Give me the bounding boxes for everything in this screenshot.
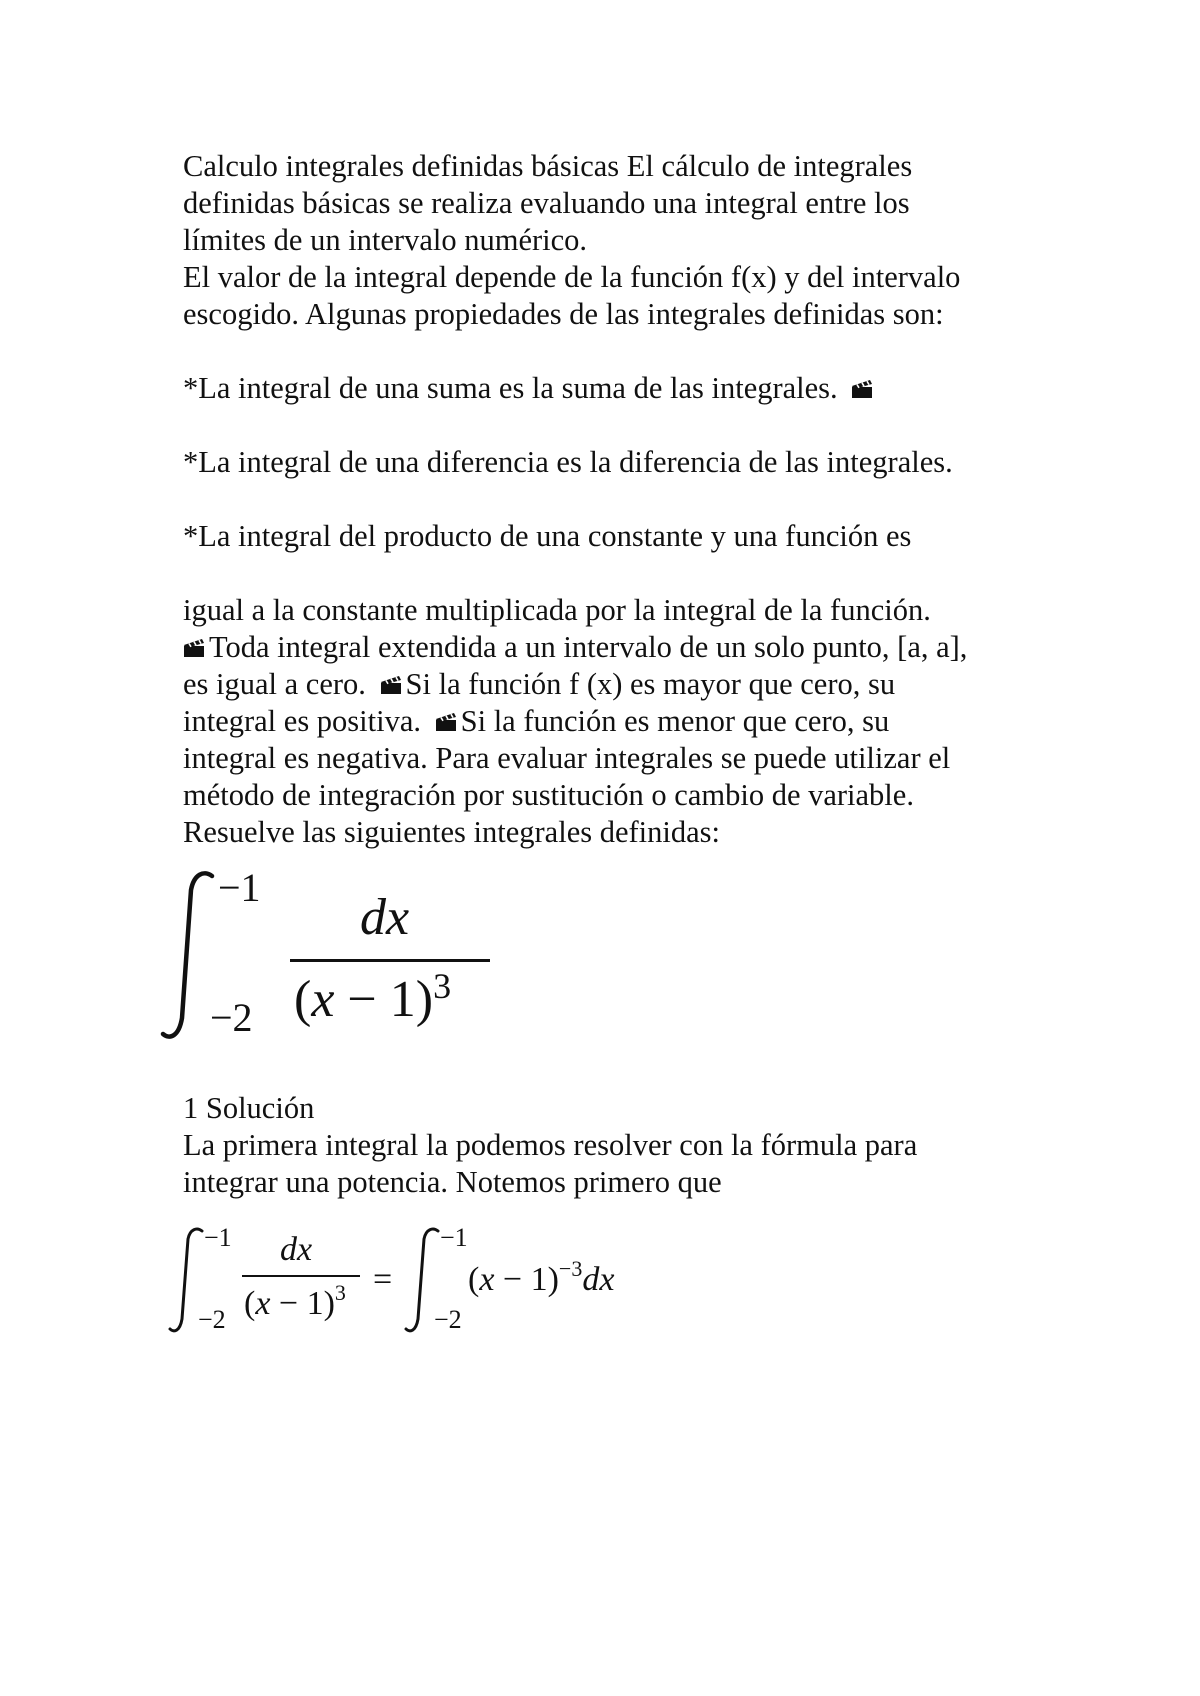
den-rest: − 1) [270,1285,335,1322]
body-line-4b: Si la función es menor que cero, su [460,704,890,738]
body-line-1: igual a la constante multiplicada por la integral de la función. [183,593,931,627]
body-line-7: Resuelve las siguientes integrales definidas: [183,815,720,849]
clapperboard-icon [380,675,402,695]
clapperboard-icon [851,379,873,399]
body-line-5: integral es negativa. Para evaluar integrales se puede utilizar el [183,741,951,775]
spacer [183,481,1083,518]
spacer [183,333,1083,370]
upper-limit: −1 [204,1223,232,1252]
intro-line-5: escogido. Algunas propiedades de las integrales definidas son: [183,297,944,331]
solution-line-1: La primera integral la podemos resolver con la fórmula para [183,1128,918,1162]
denominator [244,1280,346,1322]
numerator: dx [360,889,410,946]
property-2: *La integral de una diferencia es la diferencia de las integrales. [183,445,953,479]
rhs-open: ( [468,1261,480,1298]
body-line-2-text: Toda integral extendida a un intervalo de un solo punto, [a, a], [209,630,968,664]
body-line-4 [183,703,1083,740]
integral-formula-2 [168,1225,728,1345]
solution-section [183,1090,1083,1201]
rhs-lower-limit: −2 [434,1305,462,1334]
spacer [183,555,1083,592]
den-open: ( [294,971,312,1028]
body-line-2 [183,629,1083,666]
den-rest: − 1) [334,971,434,1028]
intro-line-2: definidas básicas se realiza evaluando una integral entre los [183,186,910,220]
den-open: ( [244,1285,256,1322]
clapperboard-icon [183,638,205,658]
den-var: x [255,1285,271,1322]
rhs-rest: − 1) [494,1261,559,1298]
den-exp: 3 [433,966,452,1006]
body-line-3 [183,666,1083,703]
den-var: x [311,971,335,1028]
body-line-3a: es igual a cero. [183,667,366,701]
property-1-text: *La integral de una suma es la suma de las integrales. [183,371,838,405]
den-exp: 3 [334,1280,346,1305]
solution-line-2: integrar una potencia. Notemos primero que [183,1165,722,1199]
rhs-exp: −3 [558,1256,583,1281]
property-1 [183,370,1083,407]
intro-line-4: El valor de la integral depende de la función f(x) y del intervalo [183,260,961,294]
fraction-bar [290,959,490,962]
rhs-upper-limit: −1 [440,1223,468,1252]
equals-sign: = [373,1261,393,1298]
body-line-3b: Si la función f (x) es mayor que cero, su [405,667,896,701]
spacer [183,407,1083,444]
integrand [468,1256,615,1298]
integral-formula-1 [160,865,500,1058]
intro-line-3: límites de un intervalo numérico. [183,223,588,257]
lower-limit: −2 [210,995,253,1040]
body-line-6: método de integración por sustitución o cambio de variable. [183,778,914,812]
upper-limit: −1 [218,865,261,910]
document-body [183,148,1083,851]
body-line-4a: integral es positiva. [183,704,422,738]
property-3: *La integral del producto de una constante y una función es [183,519,912,553]
clapperboard-icon [435,712,457,732]
rhs-var: x [479,1261,495,1298]
solution-heading: 1 Solución [183,1091,315,1125]
fraction-bar [242,1275,360,1277]
numerator: dx [280,1231,313,1268]
rhs-dx: dx [582,1261,615,1298]
denominator [294,966,452,1028]
lower-limit: −2 [198,1305,226,1334]
intro-line-1: Calculo integrales definidas básicas El cálculo de integrales [183,149,913,183]
